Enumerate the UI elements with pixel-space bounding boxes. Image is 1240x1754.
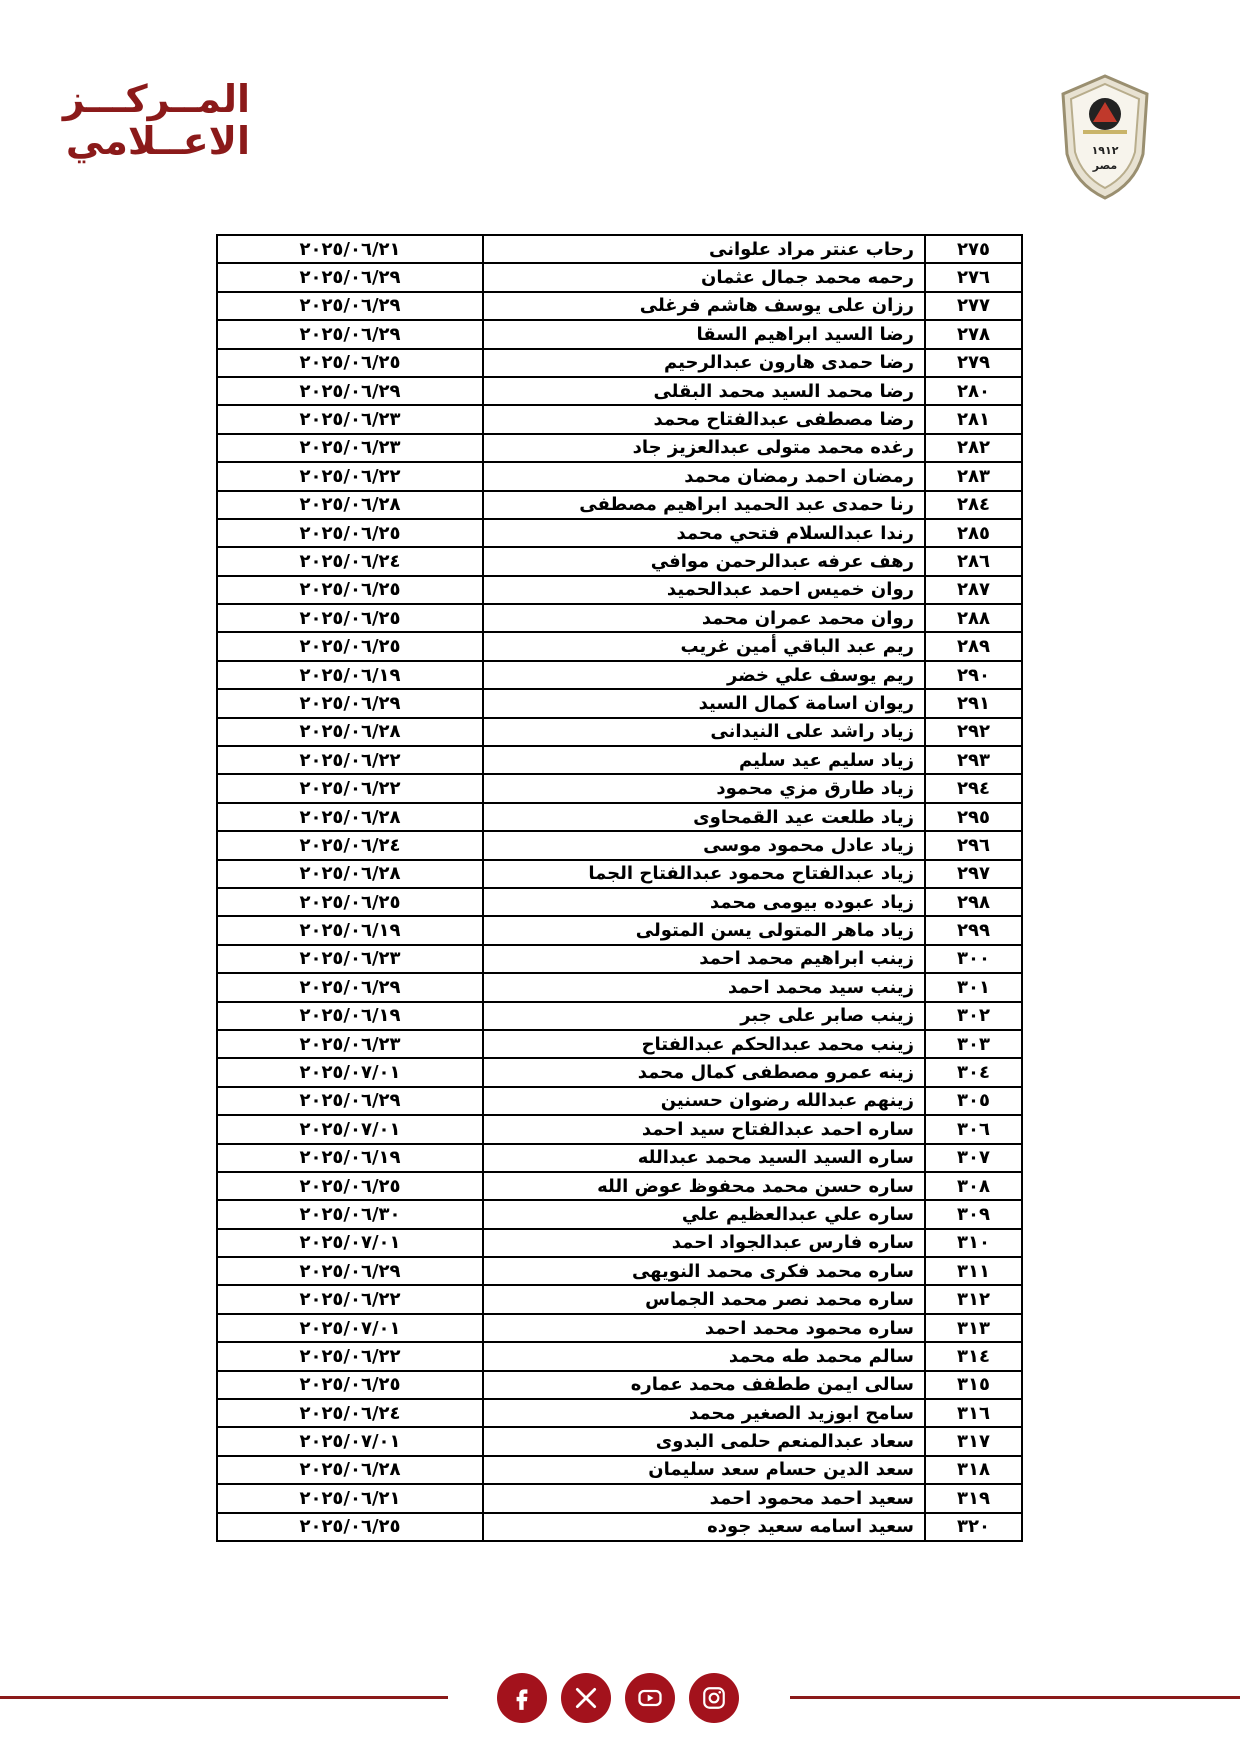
table-row [217, 973, 1022, 1001]
row-number: ٢٧٧ [925, 292, 1022, 320]
media-center-logo [62, 77, 250, 163]
date-value: ٢٠٢٥/٠٦/٢٥ [217, 519, 483, 547]
date-value: ٢٠٢٥/٠٦/٢٥ [217, 604, 483, 632]
table-row [217, 434, 1022, 462]
row-number: ٣١٣ [925, 1314, 1022, 1342]
row-number: ٢٩٥ [925, 803, 1022, 831]
person-name: زينب ابراهيم محمد احمد [483, 945, 925, 973]
person-name: رضا السيد ابراهيم السقا [483, 320, 925, 348]
date-value: ٢٠٢٥/٠٦/٢٥ [217, 1513, 483, 1541]
person-name: سعد الدين حسام سعد سليمان [483, 1456, 925, 1484]
row-number: ٣٠٧ [925, 1144, 1022, 1172]
person-name: رحمه محمد جمال عثمان [483, 263, 925, 291]
facebook-icon [509, 1685, 535, 1711]
row-number: ٣٠٨ [925, 1172, 1022, 1200]
emblem-year: ١٩١٢ [1091, 144, 1119, 157]
table-row [217, 888, 1022, 916]
row-number: ٢٩٩ [925, 916, 1022, 944]
table-row [217, 1115, 1022, 1143]
table-row [217, 1342, 1022, 1370]
person-name: ساره احمد عبدالفتاح سيد احمد [483, 1115, 925, 1143]
date-value: ٢٠٢٥/٠٦/١٩ [217, 1002, 483, 1030]
person-name: زياد ماهر المتولى يسن المتولى [483, 916, 925, 944]
date-value: ٢٠٢٥/٠٦/١٩ [217, 1144, 483, 1172]
row-number: ٢٧٩ [925, 349, 1022, 377]
table-row [217, 689, 1022, 717]
row-number: ٢٩٣ [925, 746, 1022, 774]
date-value: ٢٠٢٥/٠٦/٢٥ [217, 1371, 483, 1399]
row-number: ٢٩٦ [925, 831, 1022, 859]
row-number: ٢٨٢ [925, 434, 1022, 462]
table-row [217, 916, 1022, 944]
person-name: زياد سليم عيد سليم [483, 746, 925, 774]
row-number: ٣١٧ [925, 1427, 1022, 1455]
row-number: ٣٢٠ [925, 1513, 1022, 1541]
date-value: ٢٠٢٥/٠٦/٢٥ [217, 349, 483, 377]
date-value: ٢٠٢٥/٠٦/٢٩ [217, 973, 483, 1001]
row-number: ٢٨٨ [925, 604, 1022, 632]
date-value: ٢٠٢٥/٠٧/٠١ [217, 1115, 483, 1143]
date-value: ٢٠٢٥/٠٦/٢٢ [217, 774, 483, 802]
date-value: ٢٠٢٥/٠٦/٢٤ [217, 547, 483, 575]
table-row [217, 1172, 1022, 1200]
date-value: ٢٠٢٥/٠٦/٢٤ [217, 831, 483, 859]
table-row [217, 604, 1022, 632]
table-row [217, 1513, 1022, 1541]
date-value: ٢٠٢٥/٠٦/١٩ [217, 916, 483, 944]
person-name: ساره محمد فكرى محمد النويهى [483, 1257, 925, 1285]
table-row [217, 519, 1022, 547]
table-row [217, 1399, 1022, 1427]
row-number: ٣١٨ [925, 1456, 1022, 1484]
person-name: زياد طلعت عيد القمحاوى [483, 803, 925, 831]
person-name: رحاب عنتر مراد علوانى [483, 235, 925, 263]
row-number: ٣١١ [925, 1257, 1022, 1285]
person-name: زينب محمد عبدالحكم عبدالفتاح [483, 1030, 925, 1058]
table-row [217, 1200, 1022, 1228]
table-row [217, 1484, 1022, 1512]
date-value: ٢٠٢٥/٠٦/٢٥ [217, 632, 483, 660]
names-table [216, 234, 1023, 1542]
row-number: ٢٩٤ [925, 774, 1022, 802]
date-value: ٢٠٢٥/٠٦/٢٩ [217, 377, 483, 405]
person-name: ساره فارس عبدالجواد احمد [483, 1229, 925, 1257]
row-number: ٣٠٢ [925, 1002, 1022, 1030]
table-row [217, 1427, 1022, 1455]
person-name: رندا عبدالسلام فتحي محمد [483, 519, 925, 547]
row-number: ٢٩٠ [925, 661, 1022, 689]
person-name: زياد عادل محمود موسى [483, 831, 925, 859]
person-name: رهف عرفه عبدالرحمن موافي [483, 547, 925, 575]
row-number: ٢٨٥ [925, 519, 1022, 547]
table-row [217, 1229, 1022, 1257]
date-value: ٢٠٢٥/٠٦/١٩ [217, 661, 483, 689]
table-row [217, 320, 1022, 348]
person-name: روان خميس احمد عبدالحميد [483, 576, 925, 604]
table-row [217, 746, 1022, 774]
person-name: ساره حسن محمد محفوظ عوض الله [483, 1172, 925, 1200]
row-number: ٣١٢ [925, 1285, 1022, 1313]
youtube-icon [636, 1684, 664, 1712]
person-name: روان محمد عمران محمد [483, 604, 925, 632]
person-name: ساره السيد السيد محمد عبدالله [483, 1144, 925, 1172]
person-name: رضا حمدى هارون عبدالرحيم [483, 349, 925, 377]
person-name: زياد طارق مزي محمود [483, 774, 925, 802]
person-name: زينب سيد محمد احمد [483, 973, 925, 1001]
row-number: ٢٩٧ [925, 860, 1022, 888]
table-row [217, 263, 1022, 291]
person-name: رضا مصطفى عبدالفتاح محمد [483, 405, 925, 433]
date-value: ٢٠٢٥/٠٦/٢٩ [217, 320, 483, 348]
table-row [217, 1002, 1022, 1030]
facebook-link[interactable] [497, 1673, 547, 1723]
date-value: ٢٠٢٥/٠٧/٠١ [217, 1314, 483, 1342]
row-number: ٢٨١ [925, 405, 1022, 433]
row-number: ٢٨٠ [925, 377, 1022, 405]
row-number: ٣٠٤ [925, 1058, 1022, 1086]
date-value: ٢٠٢٥/٠٦/٢٩ [217, 689, 483, 717]
x-link[interactable] [561, 1673, 611, 1723]
table-row [217, 803, 1022, 831]
table-row [217, 831, 1022, 859]
row-number: ٢٧٥ [925, 235, 1022, 263]
date-value: ٢٠٢٥/٠٧/٠١ [217, 1058, 483, 1086]
row-number: ٢٧٨ [925, 320, 1022, 348]
table-row [217, 292, 1022, 320]
x-icon [573, 1685, 599, 1711]
footer-divider-left [0, 1696, 448, 1699]
row-number: ٢٨٣ [925, 462, 1022, 490]
table-row [217, 661, 1022, 689]
table-row [217, 405, 1022, 433]
person-name: سامح ابوزيد الصغير محمد [483, 1399, 925, 1427]
person-name: ريوان اسامة كمال السيد [483, 689, 925, 717]
date-value: ٢٠٢٥/٠٦/٢٢ [217, 462, 483, 490]
table-row [217, 1314, 1022, 1342]
syndicate-emblem [1055, 72, 1155, 202]
logo-line-2: الاعــلامي [65, 119, 250, 163]
date-value: ٢٠٢٥/٠٦/٢٣ [217, 405, 483, 433]
row-number: ٣٠٠ [925, 945, 1022, 973]
table-row [217, 235, 1022, 263]
date-value: ٢٠٢٥/٠٦/٢٩ [217, 263, 483, 291]
person-name: ساره محمود محمد احمد [483, 1314, 925, 1342]
youtube-link[interactable] [625, 1673, 675, 1723]
table-row [217, 491, 1022, 519]
table-row [217, 576, 1022, 604]
date-value: ٢٠٢٥/٠٧/٠١ [217, 1229, 483, 1257]
row-number: ٢٩٢ [925, 718, 1022, 746]
person-name: زينه عمرو مصطفى كمال محمد [483, 1058, 925, 1086]
row-number: ٣٠١ [925, 973, 1022, 1001]
date-value: ٢٠٢٥/٠٦/٢٨ [217, 1456, 483, 1484]
row-number: ٢٨٦ [925, 547, 1022, 575]
date-value: ٢٠٢٥/٠٦/٢٩ [217, 1257, 483, 1285]
date-value: ٢٠٢٥/٠٦/٢٣ [217, 434, 483, 462]
date-value: ٢٠٢٥/٠٦/٢٩ [217, 292, 483, 320]
table-row [217, 774, 1022, 802]
person-name: رضا محمد السيد محمد البقلى [483, 377, 925, 405]
row-number: ٢٩٨ [925, 888, 1022, 916]
footer-divider-right [790, 1696, 1240, 1699]
person-name: ريم يوسف علي خضر [483, 661, 925, 689]
date-value: ٢٠٢٥/٠٦/٢٢ [217, 1342, 483, 1370]
table-row [217, 1285, 1022, 1313]
person-name: سالى ايمن ططفف محمد عماره [483, 1371, 925, 1399]
emblem-country: مصر [1092, 159, 1118, 172]
table-row [217, 632, 1022, 660]
row-number: ٣٠٦ [925, 1115, 1022, 1143]
date-value: ٢٠٢٥/٠٦/٢٩ [217, 1087, 483, 1115]
person-name: زياد عبدالفتاح محمود عبدالفتاح الجما [483, 860, 925, 888]
person-name: سعيد اسامه سعيد جوده [483, 1513, 925, 1541]
row-number: ٣١٥ [925, 1371, 1022, 1399]
person-name: زياد عبوده بيومى محمد [483, 888, 925, 916]
logo-line-1: المــركـــز [62, 77, 250, 121]
date-value: ٢٠٢٥/٠٦/٢٢ [217, 746, 483, 774]
date-value: ٢٠٢٥/٠٦/٢٣ [217, 1030, 483, 1058]
row-number: ٣٠٣ [925, 1030, 1022, 1058]
person-name: سعيد احمد محمود احمد [483, 1484, 925, 1512]
row-number: ٣٠٥ [925, 1087, 1022, 1115]
person-name: ريم عبد الباقي أمين غريب [483, 632, 925, 660]
person-name: ساره علي عبدالعظيم علي [483, 1200, 925, 1228]
date-value: ٢٠٢٥/٠٦/٢٥ [217, 1172, 483, 1200]
table-row [217, 1371, 1022, 1399]
person-name: سعاد عبدالمنعم حلمى البدوى [483, 1427, 925, 1455]
row-number: ٣١٤ [925, 1342, 1022, 1370]
date-value: ٢٠٢٥/٠٦/٢٨ [217, 491, 483, 519]
table-row [217, 1058, 1022, 1086]
table-row [217, 945, 1022, 973]
person-name: زياد راشد على النيدانى [483, 718, 925, 746]
shield-emblem-icon [1055, 72, 1155, 202]
date-value: ٢٠٢٥/٠٦/٢٣ [217, 945, 483, 973]
row-number: ٢٨٧ [925, 576, 1022, 604]
row-number: ٢٧٦ [925, 263, 1022, 291]
row-number: ٢٨٤ [925, 491, 1022, 519]
date-value: ٢٠٢٥/٠٦/٢٥ [217, 888, 483, 916]
table-row [217, 860, 1022, 888]
date-value: ٢٠٢٥/٠٦/٣٠ [217, 1200, 483, 1228]
table-row [217, 377, 1022, 405]
date-value: ٢٠٢٥/٠٦/٢١ [217, 235, 483, 263]
instagram-icon [701, 1685, 727, 1711]
date-value: ٢٠٢٥/٠٦/٢٢ [217, 1285, 483, 1313]
date-value: ٢٠٢٥/٠٦/٢٨ [217, 803, 483, 831]
date-value: ٢٠٢٥/٠٧/٠١ [217, 1427, 483, 1455]
row-number: ٣١٦ [925, 1399, 1022, 1427]
row-number: ٢٨٩ [925, 632, 1022, 660]
names-table-body [217, 235, 1022, 1541]
person-name: رغده محمد متولى عبدالعزيز جاد [483, 434, 925, 462]
table-row [217, 1030, 1022, 1058]
row-number: ٣٠٩ [925, 1200, 1022, 1228]
person-name: زينب صابر على جبر [483, 1002, 925, 1030]
table-row [217, 1456, 1022, 1484]
person-name: سالم محمد طه محمد [483, 1342, 925, 1370]
person-name: رمضان احمد رمضان محمد [483, 462, 925, 490]
table-row [217, 718, 1022, 746]
date-value: ٢٠٢٥/٠٦/٢١ [217, 1484, 483, 1512]
row-number: ٣١٩ [925, 1484, 1022, 1512]
date-value: ٢٠٢٥/٠٦/٢٥ [217, 576, 483, 604]
table-row [217, 349, 1022, 377]
person-name: رنا حمدى عبد الحميد ابراهيم مصطفى [483, 491, 925, 519]
table-row [217, 547, 1022, 575]
date-value: ٢٠٢٥/٠٦/٢٨ [217, 718, 483, 746]
table-row [217, 462, 1022, 490]
row-number: ٢٩١ [925, 689, 1022, 717]
instagram-link[interactable] [689, 1673, 739, 1723]
table-row [217, 1087, 1022, 1115]
person-name: رزان على يوسف هاشم فرغلى [483, 292, 925, 320]
date-value: ٢٠٢٥/٠٦/٢٤ [217, 1399, 483, 1427]
person-name: ساره محمد نصر محمد الجماس [483, 1285, 925, 1313]
person-name: زينهم عبدالله رضوان حسنين [483, 1087, 925, 1115]
table-row [217, 1257, 1022, 1285]
row-number: ٣١٠ [925, 1229, 1022, 1257]
table-row [217, 1144, 1022, 1172]
date-value: ٢٠٢٥/٠٦/٢٨ [217, 860, 483, 888]
